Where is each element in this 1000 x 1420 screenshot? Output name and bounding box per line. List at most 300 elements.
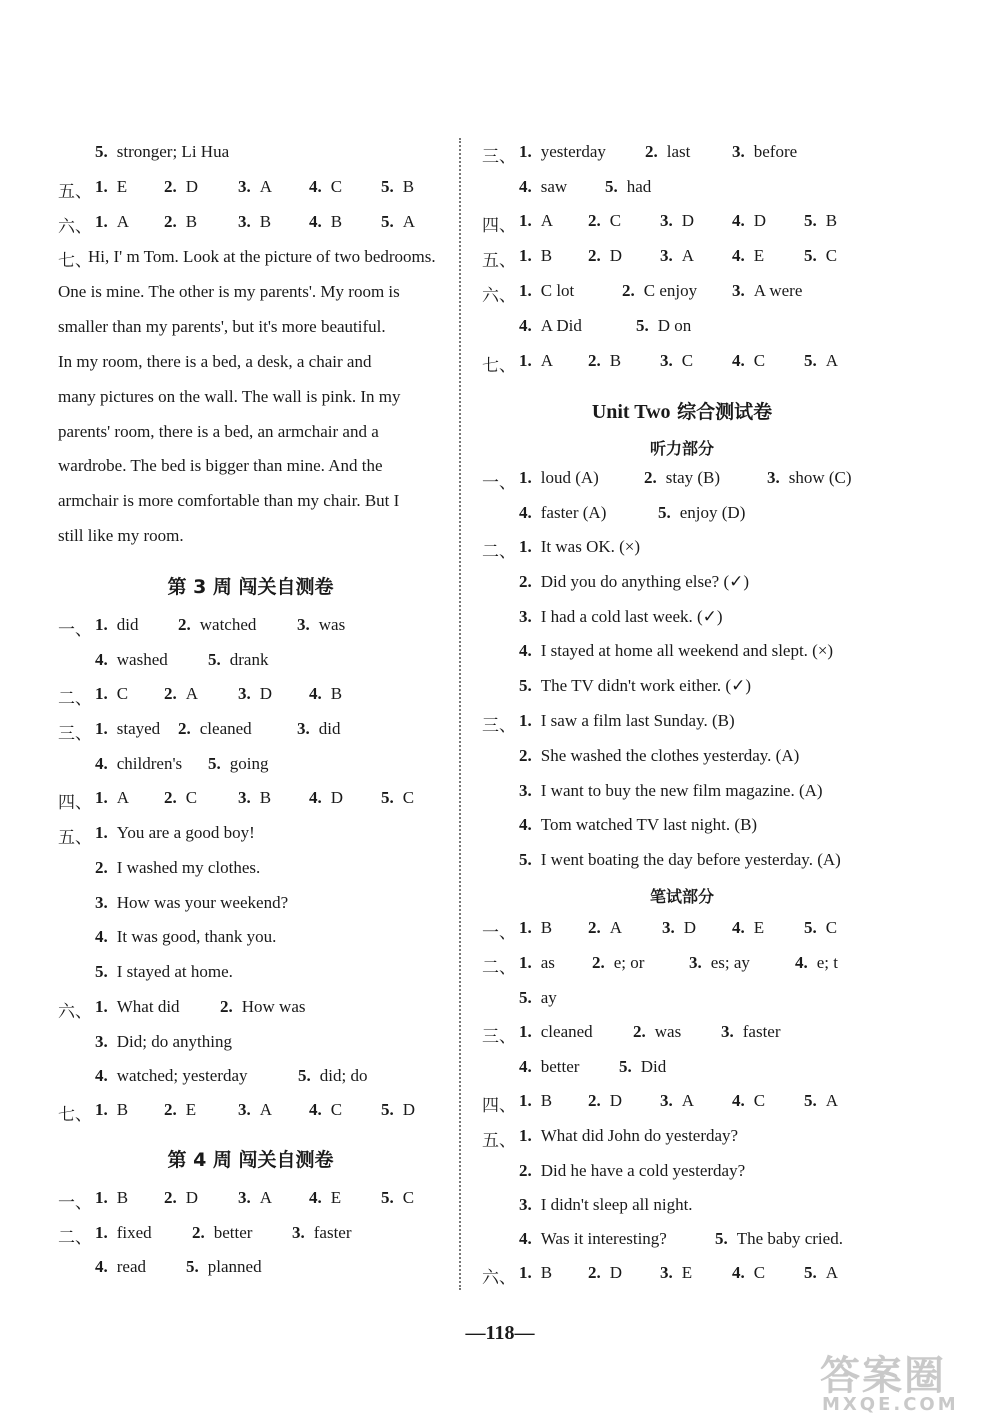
item-number: 3. bbox=[238, 788, 251, 807]
item-number: 2. bbox=[588, 918, 601, 937]
answer-item bbox=[519, 641, 833, 661]
answer-item bbox=[804, 246, 837, 266]
item-answer: before bbox=[753, 142, 798, 161]
answer-item bbox=[519, 781, 823, 801]
item-answer: I stayed at home all weekend and slept. (×) bbox=[540, 641, 834, 661]
composition-line: smaller than my parents', but it's more beautiful. bbox=[58, 316, 386, 336]
item-number: 2. bbox=[645, 142, 658, 161]
item-number: 1. bbox=[519, 537, 532, 556]
composition-line: Hi, I' m Tom. Look at the picture of two bedrooms. bbox=[88, 247, 436, 266]
item-answer: ay bbox=[540, 988, 557, 1007]
answer-item bbox=[164, 177, 198, 197]
item-answer: D bbox=[681, 211, 695, 230]
answer-item bbox=[519, 850, 841, 870]
item-number: 4. bbox=[519, 1229, 532, 1248]
item-number: 2. bbox=[588, 1263, 601, 1282]
item-number: 1. bbox=[519, 1091, 532, 1110]
item-answer: A bbox=[825, 351, 839, 370]
section-heading: 听力部分 bbox=[649, 439, 714, 458]
item-answer: stayed bbox=[116, 719, 161, 738]
item-answer: B bbox=[825, 211, 838, 230]
item-number: 5. bbox=[519, 988, 532, 1007]
answer-item bbox=[309, 684, 342, 704]
item-number: 5. bbox=[804, 1263, 817, 1282]
answer-item bbox=[381, 1188, 414, 1208]
item-answer: faster bbox=[313, 1223, 352, 1242]
item-number: 3. bbox=[660, 351, 673, 370]
answer-item bbox=[164, 1188, 198, 1208]
item-number: 1. bbox=[519, 1022, 532, 1041]
answer-item bbox=[804, 1091, 838, 1111]
item-answer: B bbox=[259, 788, 272, 807]
item-answer: B bbox=[609, 351, 622, 370]
section-label: 三、 bbox=[58, 724, 92, 744]
section-label: 一、 bbox=[482, 923, 516, 943]
answer-item bbox=[519, 918, 552, 938]
answer-item bbox=[660, 1091, 694, 1111]
item-answer: What did bbox=[116, 997, 180, 1016]
answer-item bbox=[164, 212, 197, 232]
item-number: 5. bbox=[804, 211, 817, 230]
answer-item bbox=[588, 351, 621, 371]
item-answer: C lot bbox=[540, 281, 575, 300]
item-number: 5. bbox=[298, 1066, 311, 1085]
item-answer: show (C) bbox=[788, 468, 852, 487]
section-label: 五、 bbox=[58, 828, 92, 848]
composition-line: One is mine. The other is my parents'. My room is bbox=[58, 281, 400, 301]
item-answer: A bbox=[185, 684, 199, 703]
item-number: 2. bbox=[164, 1188, 177, 1207]
section-label: 四、 bbox=[58, 793, 92, 813]
answer-item bbox=[660, 351, 693, 371]
item-answer: D bbox=[683, 918, 697, 937]
item-answer: C bbox=[185, 788, 198, 807]
item-number: 4. bbox=[732, 1263, 745, 1282]
item-answer: A bbox=[681, 1091, 695, 1110]
item-number: 2. bbox=[164, 684, 177, 703]
item-answer: was bbox=[654, 1022, 682, 1041]
item-number: 5. bbox=[186, 1257, 199, 1276]
item-answer: faster (A) bbox=[540, 503, 607, 522]
item-answer: B bbox=[540, 918, 553, 937]
item-number: 2. bbox=[519, 1160, 532, 1180]
item-number: 5. bbox=[381, 788, 394, 807]
item-number: 3. bbox=[689, 953, 702, 972]
answer-item bbox=[732, 351, 765, 371]
item-answer: I want to buy the new film magazine. (A) bbox=[540, 780, 823, 800]
section-label: 二、 bbox=[482, 958, 516, 978]
item-number: 1. bbox=[95, 177, 108, 196]
answer-item bbox=[732, 211, 766, 231]
item-answer: C bbox=[825, 246, 838, 265]
item-number: 3. bbox=[721, 1022, 734, 1041]
answer-item bbox=[645, 142, 690, 162]
item-answer: A bbox=[259, 1188, 273, 1207]
item-answer: B bbox=[116, 1188, 129, 1207]
answer-item bbox=[644, 468, 720, 488]
answer-item bbox=[95, 858, 260, 878]
item-number: 1. bbox=[95, 1188, 108, 1207]
item-answer: saw bbox=[540, 177, 568, 196]
answer-item bbox=[519, 211, 553, 231]
item-number: 5. bbox=[381, 1100, 394, 1119]
section-label: 一、 bbox=[482, 473, 516, 493]
item-number: 2. bbox=[178, 719, 191, 738]
answer-item bbox=[715, 1229, 843, 1249]
answer-item bbox=[238, 684, 272, 704]
answer-item bbox=[95, 927, 276, 947]
section-label: 三、 bbox=[482, 147, 516, 167]
answer-item bbox=[804, 211, 837, 231]
answer-item bbox=[309, 177, 342, 197]
section-label: 二、 bbox=[58, 689, 92, 709]
item-number: 1. bbox=[95, 1223, 108, 1242]
answer-item bbox=[588, 918, 622, 938]
answer-item bbox=[519, 815, 757, 835]
item-number: 5. bbox=[208, 650, 221, 669]
item-number: 3. bbox=[519, 1195, 532, 1214]
answer-item bbox=[381, 788, 414, 808]
item-answer: D bbox=[330, 788, 344, 807]
item-answer: A Did bbox=[540, 316, 582, 335]
item-answer: A bbox=[259, 1100, 273, 1119]
section-heading: 第 3 周 闯关自测卷 bbox=[167, 576, 334, 598]
item-number: 3. bbox=[732, 281, 745, 300]
section-heading: 笔试部分 bbox=[649, 887, 714, 906]
answer-item bbox=[519, 953, 555, 973]
item-answer: I had a cold last week. (✓) bbox=[540, 606, 723, 626]
answer-item bbox=[689, 953, 750, 973]
item-number: 1. bbox=[95, 684, 108, 703]
item-answer: E bbox=[753, 918, 765, 937]
item-number: 2. bbox=[192, 1223, 205, 1242]
unit-title-en: Unit Two bbox=[591, 401, 671, 423]
item-number: 4. bbox=[309, 177, 322, 196]
answer-item bbox=[208, 650, 268, 670]
section-label: 四、 bbox=[482, 216, 516, 236]
item-number: 4. bbox=[732, 1091, 745, 1110]
answer-item bbox=[519, 316, 582, 336]
item-answer: E bbox=[116, 177, 128, 196]
item-answer: B bbox=[402, 177, 415, 196]
item-number: 2. bbox=[178, 615, 191, 634]
item-number: 2. bbox=[588, 246, 601, 265]
item-number: 4. bbox=[519, 641, 532, 661]
answer-item bbox=[767, 468, 852, 488]
item-answer: was bbox=[318, 615, 346, 634]
item-number: 4. bbox=[95, 754, 108, 773]
item-number: 3. bbox=[660, 211, 673, 230]
item-answer: B bbox=[330, 212, 343, 231]
composition-line: many pictures on the wall. The wall is pink. In my bbox=[58, 386, 401, 406]
watermark-url: MXQE.COM bbox=[822, 1394, 959, 1415]
item-number: 5. bbox=[208, 754, 221, 773]
item-number: 2. bbox=[633, 1022, 646, 1041]
answer-item bbox=[381, 1100, 415, 1120]
answer-item bbox=[519, 351, 553, 371]
answer-item bbox=[619, 1057, 666, 1077]
item-number: 5. bbox=[658, 503, 671, 522]
item-answer: C bbox=[753, 351, 766, 370]
item-number: 1. bbox=[95, 997, 108, 1016]
answer-item bbox=[658, 503, 745, 523]
item-number: 3. bbox=[95, 1032, 108, 1051]
item-answer: better bbox=[213, 1223, 253, 1242]
item-number: 1. bbox=[95, 1100, 108, 1119]
item-number: 2. bbox=[164, 1100, 177, 1119]
item-number: 4. bbox=[95, 1257, 108, 1276]
section-label: 五、 bbox=[482, 251, 516, 271]
answer-item bbox=[795, 953, 838, 973]
answer-item bbox=[588, 1091, 622, 1111]
item-answer: last bbox=[666, 142, 691, 161]
answer-item bbox=[238, 212, 271, 232]
item-answer: e; or bbox=[613, 953, 645, 972]
item-answer: B bbox=[540, 246, 553, 265]
item-answer: C bbox=[753, 1263, 766, 1282]
section-label: 六、 bbox=[58, 217, 92, 237]
item-number: 5. bbox=[804, 918, 817, 937]
item-answer: E bbox=[185, 1100, 197, 1119]
watermark-logo bbox=[808, 1344, 988, 1416]
section-label: 七、 bbox=[58, 1105, 92, 1125]
item-answer: E bbox=[753, 246, 765, 265]
item-answer: did; do bbox=[319, 1066, 368, 1085]
item-number: 5. bbox=[95, 962, 108, 982]
item-answer: C bbox=[402, 1188, 415, 1207]
answer-item bbox=[297, 719, 340, 739]
answer-item bbox=[804, 1263, 838, 1283]
answer-item bbox=[95, 1223, 152, 1243]
section-label: 一、 bbox=[58, 620, 92, 640]
item-number: 3. bbox=[660, 246, 673, 265]
item-answer: stay (B) bbox=[665, 468, 721, 487]
item-number: 2. bbox=[644, 468, 657, 487]
item-answer: had bbox=[626, 177, 652, 196]
answer-item bbox=[178, 719, 252, 739]
item-number: 1. bbox=[95, 615, 108, 634]
item-answer: D bbox=[609, 246, 623, 265]
answer-item bbox=[178, 615, 256, 635]
answer-item bbox=[95, 615, 138, 635]
column-divider bbox=[459, 138, 461, 1290]
item-answer: D on bbox=[657, 316, 692, 335]
item-answer: stronger; Li Hua bbox=[116, 142, 230, 161]
answer-item bbox=[381, 212, 415, 232]
answer-item bbox=[519, 1126, 738, 1146]
item-answer: C bbox=[825, 918, 838, 937]
answer-item bbox=[732, 918, 764, 938]
answer-item bbox=[381, 177, 414, 197]
section-label: 四、 bbox=[482, 1096, 516, 1116]
answer-item bbox=[95, 788, 129, 808]
item-answer: She washed the clothes yesterday. (A) bbox=[540, 745, 800, 765]
item-number: 4. bbox=[732, 918, 745, 937]
item-answer: B bbox=[259, 212, 272, 231]
item-number: 1. bbox=[519, 1263, 532, 1282]
item-number: 1. bbox=[519, 211, 532, 230]
item-answer: B bbox=[116, 1100, 129, 1119]
answer-item bbox=[95, 650, 168, 670]
item-answer: watched; yesterday bbox=[116, 1066, 248, 1085]
answer-item bbox=[238, 1100, 272, 1120]
item-answer: You are a good boy! bbox=[116, 823, 255, 842]
item-number: 2. bbox=[164, 177, 177, 196]
item-number: 4. bbox=[309, 1100, 322, 1119]
answer-item bbox=[588, 246, 622, 266]
item-number: 5. bbox=[519, 676, 532, 696]
answer-item bbox=[238, 788, 271, 808]
item-number: 4. bbox=[795, 953, 808, 972]
item-number: 1. bbox=[519, 281, 532, 300]
item-number: 5. bbox=[804, 246, 817, 265]
answer-item bbox=[662, 918, 696, 938]
item-answer: planned bbox=[207, 1257, 262, 1276]
item-answer: A were bbox=[753, 281, 803, 300]
item-number: 5. bbox=[804, 1091, 817, 1110]
section-label: 五、 bbox=[482, 1131, 516, 1151]
answer-item bbox=[732, 1263, 765, 1283]
answer-item bbox=[298, 1066, 367, 1086]
item-answer: e; t bbox=[816, 953, 838, 972]
item-answer: I stayed at home. bbox=[116, 962, 233, 982]
item-number: 4. bbox=[732, 246, 745, 265]
item-number: 2. bbox=[592, 953, 605, 972]
item-number: 3. bbox=[238, 177, 251, 196]
answer-item bbox=[519, 537, 640, 557]
item-number: 3. bbox=[660, 1263, 673, 1282]
answer-item bbox=[238, 177, 272, 197]
item-number: 4. bbox=[309, 788, 322, 807]
item-answer: es; ay bbox=[710, 953, 750, 972]
item-number: 2. bbox=[588, 211, 601, 230]
answer-item bbox=[732, 246, 764, 266]
item-number: 4. bbox=[309, 1188, 322, 1207]
item-number: 2. bbox=[164, 212, 177, 231]
answer-item bbox=[297, 615, 345, 635]
item-answer: did bbox=[116, 615, 139, 634]
item-number: 4. bbox=[95, 927, 108, 947]
item-answer: read bbox=[116, 1257, 147, 1276]
item-answer: A bbox=[402, 212, 416, 231]
section-label: 一、 bbox=[58, 1193, 92, 1213]
answer-item bbox=[309, 788, 343, 808]
item-answer: A bbox=[825, 1091, 839, 1110]
item-answer: A bbox=[825, 1263, 839, 1282]
answer-item bbox=[605, 177, 651, 197]
item-answer: did bbox=[318, 719, 341, 738]
item-answer: E bbox=[681, 1263, 693, 1282]
answer-item bbox=[208, 754, 268, 774]
item-answer: C bbox=[330, 1100, 343, 1119]
answer-item bbox=[519, 177, 567, 197]
section-label: 三、 bbox=[482, 716, 516, 736]
answer-item bbox=[588, 211, 621, 231]
item-answer: loud (A) bbox=[540, 468, 599, 487]
answer-item bbox=[95, 1257, 146, 1277]
answer-item bbox=[633, 1022, 681, 1042]
unit-title-cn: 综合测试卷 bbox=[677, 401, 773, 423]
item-number: 1. bbox=[95, 788, 108, 807]
item-answer: B bbox=[330, 684, 343, 703]
item-number: 3. bbox=[767, 468, 780, 487]
item-number: 1. bbox=[519, 918, 532, 937]
item-answer: children's bbox=[116, 754, 183, 773]
answer-item bbox=[519, 1229, 667, 1249]
composition-line: still like my room. bbox=[58, 526, 184, 546]
item-answer: D bbox=[185, 177, 199, 196]
item-answer: D bbox=[609, 1263, 623, 1282]
composition-line: In my room, there is a bed, a desk, a chair and bbox=[58, 351, 372, 371]
answer-item bbox=[804, 351, 838, 371]
item-answer: I saw a film last Sunday. (B) bbox=[540, 711, 735, 730]
answer-item bbox=[164, 684, 198, 704]
item-number: 4. bbox=[309, 212, 322, 231]
item-number: 5. bbox=[619, 1057, 632, 1076]
answer-item bbox=[519, 1195, 693, 1215]
item-number: 3. bbox=[519, 606, 532, 626]
page-number: —118— bbox=[465, 1322, 535, 1344]
answer-item bbox=[519, 1057, 579, 1077]
item-answer: A bbox=[116, 212, 130, 231]
item-number: 2. bbox=[164, 788, 177, 807]
section-label: 六、 bbox=[482, 1268, 516, 1288]
item-number: 1. bbox=[95, 212, 108, 231]
answer-item bbox=[519, 676, 751, 696]
answer-item bbox=[660, 1263, 692, 1283]
answer-item bbox=[292, 1223, 352, 1243]
answer-item bbox=[95, 1188, 128, 1208]
item-number: 2. bbox=[588, 1091, 601, 1110]
item-number: 3. bbox=[238, 684, 251, 703]
item-number: 4. bbox=[519, 316, 532, 335]
answer-item bbox=[519, 142, 606, 162]
item-answer: cleaned bbox=[540, 1022, 593, 1041]
item-number: 5. bbox=[804, 351, 817, 370]
item-number: 1. bbox=[519, 142, 532, 161]
answer-item bbox=[519, 988, 557, 1008]
item-answer: Did you do anything else? (✓) bbox=[540, 571, 750, 591]
answer-item bbox=[732, 281, 802, 301]
item-number: 2. bbox=[220, 997, 233, 1016]
answer-item bbox=[95, 684, 128, 704]
item-number: 2. bbox=[519, 571, 532, 591]
item-number: 1. bbox=[519, 1126, 532, 1145]
section-label: 六、 bbox=[482, 286, 516, 306]
item-number: 3. bbox=[292, 1223, 305, 1242]
item-number: 5. bbox=[381, 212, 394, 231]
item-answer: The baby cried. bbox=[736, 1229, 843, 1248]
answer-item bbox=[95, 719, 160, 739]
item-number: 5. bbox=[715, 1229, 728, 1248]
item-answer: How was bbox=[241, 997, 306, 1016]
item-number: 1. bbox=[519, 468, 532, 487]
answer-item bbox=[95, 754, 182, 774]
item-number: 4. bbox=[519, 1057, 532, 1076]
answer-item bbox=[519, 746, 799, 766]
item-answer: I washed my clothes. bbox=[116, 857, 261, 877]
item-answer: D bbox=[609, 1091, 623, 1110]
item-answer: cleaned bbox=[199, 719, 252, 738]
item-number: 3. bbox=[660, 1091, 673, 1110]
item-number: 4. bbox=[519, 503, 532, 522]
item-answer: B bbox=[540, 1091, 553, 1110]
answer-item bbox=[95, 177, 127, 197]
item-answer: D bbox=[753, 211, 767, 230]
item-answer: E bbox=[330, 1188, 342, 1207]
item-answer: C enjoy bbox=[643, 281, 698, 300]
item-number: 2. bbox=[95, 857, 108, 877]
